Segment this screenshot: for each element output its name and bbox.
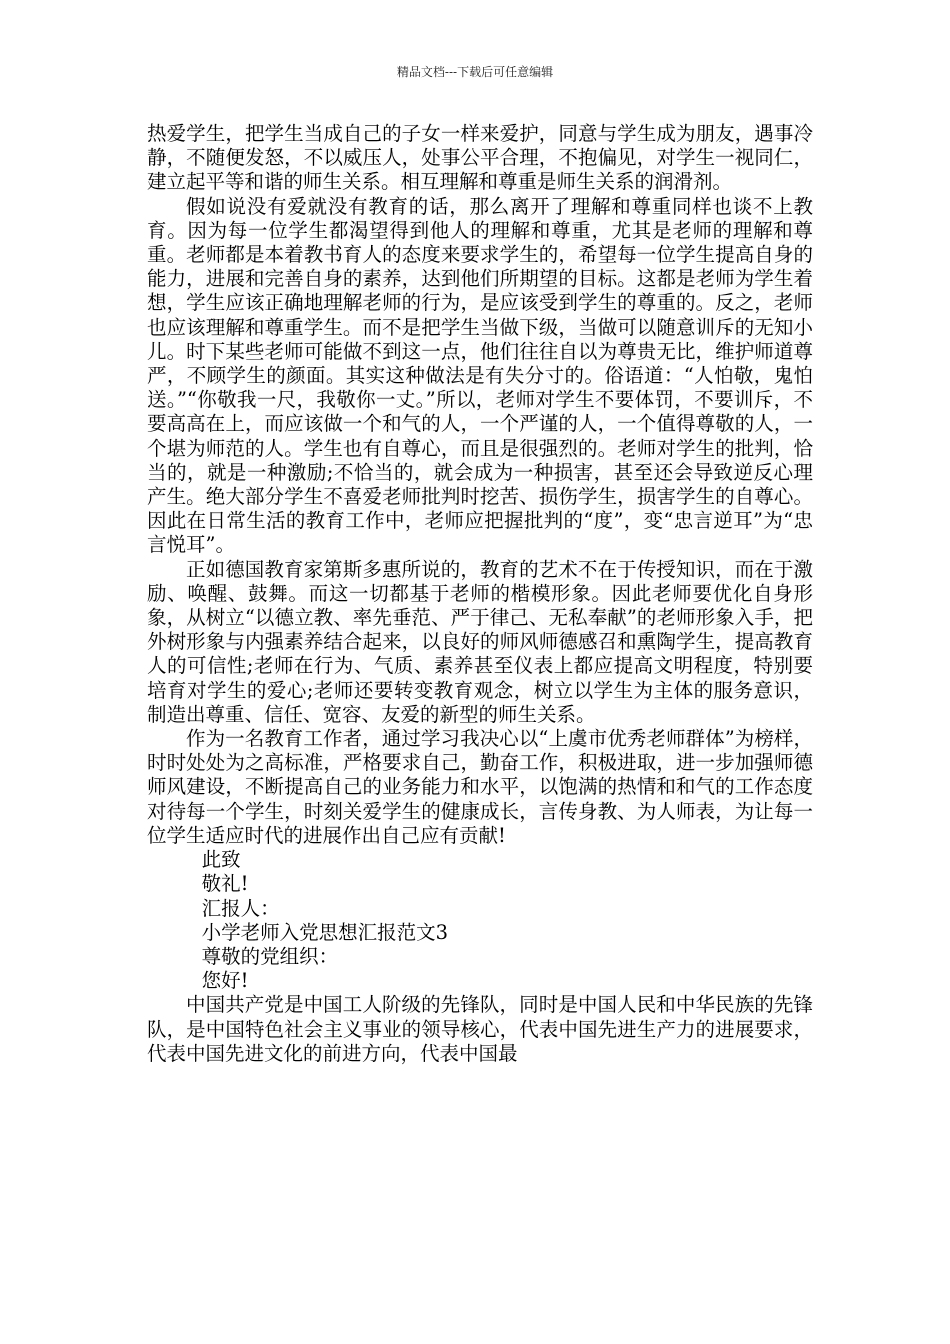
section-title: 小学老师入党思想汇报范文3 (201, 920, 449, 944)
closing-jingli: 敬礼! (201, 872, 249, 896)
document-body (147, 122, 813, 1066)
paragraph-3: 正如德国教育家第斯多惠所说的，教育的艺术不在于传授知识，而在于激励、唤醒、鼓舞。而这一切都基于老师的楷模形象。因此老师要优化自身形象，从树立“以德立教、率先垂范、严于律己、无私奉献”的老师形象入手，把外树形象与内强素养结合起来，以良好的师风师德感召和熏陶学生，提高教育人的可信性;老师在行为、气质、素养甚至仪表上都应提高文明程度，特别要培育对学生的爱心;老师还要转变教育观念，树立以学生为主体的服务意识，制造出尊重、信任、宽容、友爱的新型的师生关系。 (147, 557, 813, 726)
page-header: 精品文档---下载后可任意编辑 (396, 65, 554, 79)
paragraph-5: 中国共产党是中国工人阶级的先锋队，同时是中国人民和中华民族的先锋队，是中国特色社会主义事业的领导核心，代表中国先进生产力的进展要求，代表中国先进文化的前进方向，代表中国最 (147, 993, 813, 1065)
greeting: 您好! (201, 969, 249, 993)
paragraph-2: 假如说没有爱就没有教育的话，那么离开了理解和尊重同样也谈不上教育。因为每一位学生都渴望得到他人的理解和尊重，尤其是老师的理解和尊重。老师都是本着教书育人的态度来要求学生的，希望每一位学生提高自身的能力，进展和完善自身的素养，达到他们所期望的目标。这都是老师为学生着想，学生应该正确地理解老师的行为，是应该受到学生的尊重的。反之，老师也应该理解和尊重学生。而不是把学生当做下级，当做可以随意训斥的无知小儿。时下某些老师可能做不到这一点，他们往往自以为尊贵无比，维护师道尊严，不顾学生的颜面。其实这种做法是有失分寸的。俗语道：“人怕敬，鬼怕送。”“你敬我一尺，我敬你一丈。”所以，老师对学生不要体罚，不要训斥，不要高高在上，而应该做一个和气的人，一个严谨的人，一个值得尊敬的人，一个堪为师范的人。学生也有自尊心，而且是很强烈的。老师对学生的批判，恰当的，就是一种激励;不恰当的，就会成为一种损害，甚至还会导致逆反心理产生。绝大部分学生不喜爱老师批判时挖苦、损伤学生，损害学生的自尊心。因此在日常生活的教育工作中，老师应把握批判的“度”，变“忠言逆耳”为“忠言悦耳”。 (147, 194, 813, 557)
reporter-label: 汇报人： (201, 896, 280, 920)
salutation: 尊敬的党组织： (201, 944, 339, 968)
paragraph-1: 热爱学生，把学生当成自己的子女一样来爱护，同意与学生成为朋友，遇事冷静，不随便发怒，不以威压人，处事公平合理，不抱偏见，对学生一视同仁，建立起平等和谐的师生关系。相互理解和尊重是师生关系的润滑剂。 (147, 122, 813, 194)
closing-cizhi: 此致 (201, 848, 241, 872)
paragraph-4: 作为一名教育工作者，通过学习我决心以“上虞市优秀老师群体”为榜样，时时处处为之高标准，严格要求自己，勤奋工作，积极进取，进一步加强师德师风建设，不断提高自己的业务能力和水平，以饱满的热情和和气的工作态度对待每一个学生，时刻关爱学生的健康成长，言传身教、为人师表，为让每一位学生适应时代的进展作出自己应有贡献! (147, 727, 813, 847)
